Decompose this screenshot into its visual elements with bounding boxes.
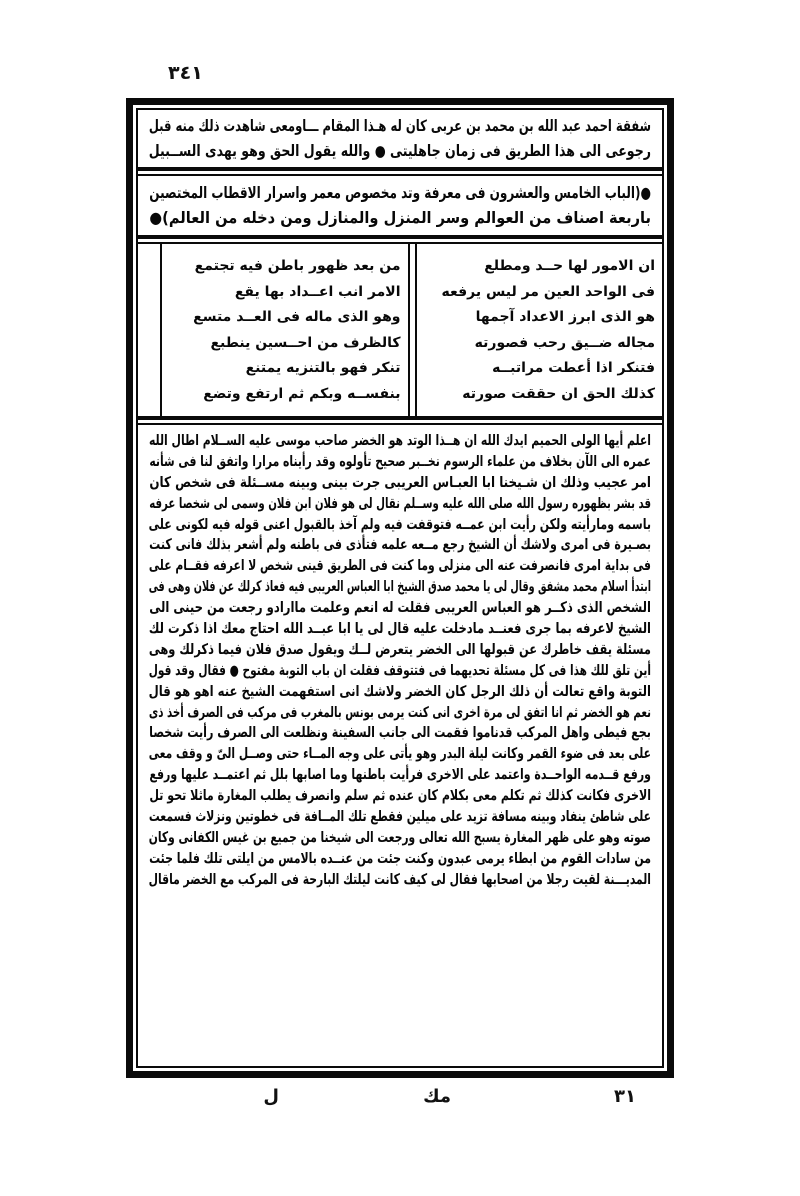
- body-line: باسمه ومارأيته ولكن رأيت ابن عمــه فتوقفت فيه ولم آخذ بالقبول اعنى قوله فيه لكونى على: [148, 515, 651, 533]
- body-line: الاخرى فكانت كذلك ثم تكلم معى بكلام كان عنده ثم سلم وانصرف يطلب المغارة ماثلا تحو تل: [149, 787, 651, 805]
- body-line: صوته وهو على ظهر المغارة يسبح الله تعالى ورجعت الى شيخنا من جميع بن غيس الكفانى وكان: [148, 828, 652, 846]
- body-line: التوبة واقع تعالت أن ذلك الرجل كان الخضر ولاشك انى استفهمت الشيخ عنه اهو هو قال: [148, 682, 651, 700]
- page-frame: [126, 98, 674, 1078]
- previous-chapter-continuation: [138, 110, 662, 167]
- verse-hemistich: من بعد ظهور باطن فيه تجتمع: [194, 258, 401, 275]
- body-line: الشخص الذى ذكــر هو العباس العريبى فقلت له انعم وعلمت ماارادو رجعت من حينى الى: [149, 599, 651, 617]
- section-divider: [138, 235, 662, 244]
- catchword: ل: [263, 1086, 279, 1107]
- frame-texture-left: [127, 105, 132, 1071]
- body-line: ورفع قــدمه الواحــدة واعتمد على الاخرى فرأيت باطنها وما اصابها بلل ثم اعتمــد عليها ورفع: [149, 766, 651, 784]
- body-line: فى بداية امرى فانصرفت عنه الى منزلى وما كنت فى الطريق قينى شخص لا اعرفه فقــام على: [148, 557, 651, 575]
- body-line: نعم هو الخضر ثم انا اتفق لى مرة اخرى انى كنت يرمى بونس بالمغرب فى مركب فى الصرف أخذ ذى: [148, 703, 651, 721]
- poem-table: [138, 244, 662, 416]
- poem-column-first-hemistich: [415, 244, 663, 416]
- body-line: على شاطئ ينفاد وبينه مسافة تزيد على ميلين فقطع تلك المــافة فى خطوتين ونزلاث فسمعت: [148, 808, 651, 826]
- body-line: أين تلق للك هذا فى كل مسئلة تحديهما فى فتتوقف فقلت ان باب التوبة مفتوح ● فقال وقد قول: [148, 661, 652, 679]
- verse-hemistich: هو الذى ابرز الاعداد آجمها: [475, 309, 655, 326]
- body-line: من سادات القوم من ابطاء يرمى عبدون وكنت جئت من عنــده بالامس من ايلتى تلك فلما جئت: [149, 849, 652, 867]
- verse-hemistich: ان الامور لها حــد ومطلع: [484, 258, 655, 275]
- verse-hemistich: كالظرف من احــسين ينطبع: [210, 334, 401, 351]
- page-number: ٣٤١: [168, 62, 203, 84]
- chapter-heading: [138, 176, 662, 235]
- middle-mark: مك: [423, 1086, 451, 1107]
- page-footer-marks: [126, 1086, 674, 1126]
- verse-hemistich: بنفســه وبكم ثم ارتفع وتضع: [203, 385, 401, 402]
- poem-column-second-hemistich: [160, 244, 408, 416]
- continuation-line: رجوعى الى هذا الطريق فى زمان جاهليتى ● والله يقول الحق وهو يهدى الســبيل: [148, 141, 652, 160]
- frame-texture-right: [668, 105, 673, 1071]
- section-divider: [138, 167, 662, 176]
- section-divider: [138, 416, 662, 425]
- continuation-line: شفقة احمد عبد الله بن محمد بن عربى كان له هـذا المقام ـــاومعى شاهدت ذلك منه قبل: [148, 117, 651, 135]
- body-line: الشيخ لاعرفه بما جرى فعنــد مادخلت عليه قال لى يا ابا عبــد الله احتاج معك اذا ذكرت لك: [148, 620, 651, 638]
- body-line: مسئلة يقف خاطرك عن قبولها الى الخضر يتعرض لــك ويقول صدق فلان فيما ذكرلك وهى: [148, 640, 651, 658]
- body-line: امر عجيب وذلك ان شـيخنا ابا العبـاس العريبى جرت بينى وبينه مســئلة فى شخص كان: [149, 473, 651, 491]
- verse-hemistich: تنكر فهو بالتنزيه يمتنع: [245, 360, 401, 377]
- verse-hemistich: الامر انب اعــداد بها يقع: [234, 283, 401, 300]
- chapter-heading-line: ●(الباب الخامس والعشرون فى معرفة وتد مخصوص معمر واسرار الاقطاب المختصين: [149, 183, 651, 202]
- verse-hemistich: وهو الذى ماله فى العــد متسع: [193, 309, 401, 326]
- verse-hemistich: فى الواحد العين مر ليس يرفعه: [441, 283, 655, 300]
- signature-number: ٣١: [614, 1086, 636, 1107]
- poem-table-margin: [138, 244, 160, 416]
- verse-hemistich: كذلك الحق ان حققت صورته: [462, 385, 655, 402]
- chapter-body-text: [138, 425, 662, 1066]
- body-line: بجع فيطى واهل المركب قدناموا فقمت الى جانب السفينة ونظلعت الى الصرف رأيت شخصا: [149, 724, 651, 742]
- body-line: بصـيرة فى امرى ولاشك أن الشيخ رجع مــعه علمه فتأذى فى باطنه ولم أشعر بذلك فانى كنت: [149, 536, 652, 554]
- verse-hemistich: فتنكر اذا أعطت مراتبــه: [492, 360, 655, 377]
- body-line: عمره الى الآن بخلاف من علماء الرسوم نخــبر صحيح تأولوه وقد رأيناه مرارا واتفق لنا فى شأنه: [149, 452, 651, 470]
- page-frame-inner: [136, 108, 664, 1068]
- body-line: قد بشر بظهوره رسول الله صلى الله عليه وســلم نقال لى هو فلان ابن فلان وسمى لى شخصا عرفه: [149, 494, 651, 512]
- verse-hemistich: مجاله ضــيق رحب فصورته: [474, 334, 655, 351]
- body-line: على بعد فى ضوء القمر وكانت ليلة البدر وهو يأتى على وجه المــاء حتى وصــل الىّ و وقف معى: [148, 745, 651, 763]
- chapter-heading-line: باربعة اصناف من العوالم وسر المنزل والمنازل ومن دخله من العالم)●: [149, 208, 651, 227]
- body-line: ابتدأ اسلام محمد مشفق وقال لى يا محمد صدق الشيخ ابا العباس العريبى فيه فعاذ كرلك عن فلان وهى فى: [148, 578, 651, 596]
- body-line: المديـــنة لقيت رجلا من اصحابها فقال لى كيف كانت ليلتك البارحة فى المركب مع الخضر ماقال: [148, 870, 651, 888]
- poem-column-divider: [408, 244, 415, 416]
- body-line: اعلم أيها الولى الحميم ايدك الله ان هــذا الوتد هو الخضر صاحب موسى عليه الســلام اطال الله: [148, 432, 651, 449]
